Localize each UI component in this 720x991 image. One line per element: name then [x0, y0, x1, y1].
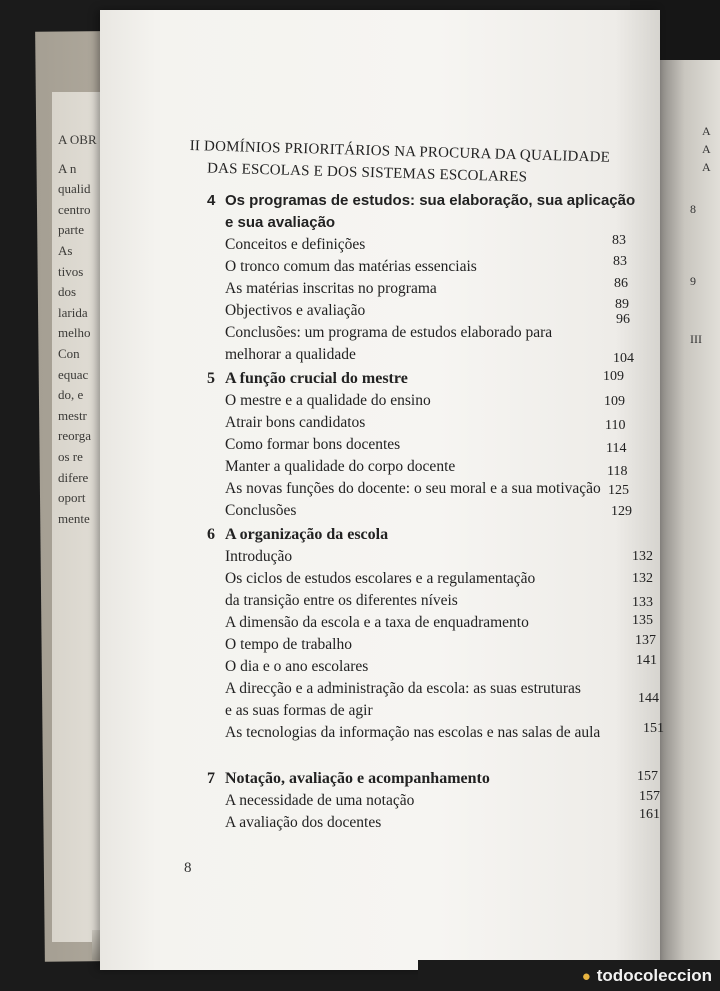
section-heading-cont: e sua avaliação [225, 214, 336, 231]
section-6 [207, 524, 664, 744]
section-heading: 4 Os programas de estudos: sua elaboração, sua aplicação [207, 192, 636, 209]
section-5 [207, 368, 632, 522]
right-text-line: A [702, 142, 711, 156]
right-text-line: III [690, 332, 702, 346]
toc-entry: O tronco comum das matérias essenciais 83 [225, 254, 627, 275]
background-text-line: mestr [58, 407, 87, 423]
background-text-line: equac [58, 366, 89, 382]
toc-entry: A avaliação dos docentes 161 [225, 807, 660, 831]
background-text-line: mente [58, 510, 90, 526]
background-text-line: parte [58, 222, 84, 238]
watermark-badge [418, 960, 720, 991]
background-text-line: Con [58, 345, 80, 361]
section-heading: 6 A organização da escola [207, 526, 389, 543]
background-text-line: A OBR [58, 132, 97, 147]
toc-entry: Manter a qualidade do corpo docente 118 [225, 458, 628, 479]
background-text-line: do, e [58, 387, 84, 403]
background-text-line: centro [58, 201, 91, 217]
toc-entry: A dimensão da escola e a taxa de enquadramento 135 [225, 613, 653, 631]
right-text-line: 8 [690, 202, 696, 216]
right-text-line: A [702, 124, 711, 138]
toc-entry: A necessidade de uma notação 157 [225, 789, 660, 809]
background-text-line: os re [58, 448, 83, 464]
toc-entry: Atrair bons candidatos 110 [225, 414, 626, 433]
background-text-line: As [58, 242, 73, 258]
toc-entry: Os ciclos de estudos escolares e a regulamentação 132 [225, 570, 653, 587]
toc-entry: Introdução 132 [225, 548, 653, 565]
background-text-line: difere [58, 469, 89, 485]
toc-entry: melhorar a qualidade 104 [225, 346, 634, 366]
background-text-line: oport [58, 490, 86, 506]
section-heading: 7 Notação, avaliação e acompanhamento 157 [207, 769, 658, 787]
section-7 [207, 768, 660, 834]
toc-entry: As matérias inscritas no programa 86 [225, 276, 628, 297]
background-text-line: dos [58, 284, 77, 300]
background-text-line: melho [58, 325, 91, 341]
section-heading: 5 A função crucial do mestre 109 [207, 369, 624, 387]
part-heading-line2: DAS ESCOLAS E DOS SISTEMAS ESCOLARES [206, 160, 528, 186]
toc-entry: da transição entre os diferentes níveis 133 [225, 592, 653, 610]
background-text-line: larida [58, 304, 88, 320]
toc-entry: A direcção e a administração da escola: as suas estruturas [225, 680, 581, 697]
toc-entry: e as suas formas de agir 144 [225, 691, 659, 719]
right-text-line: A [702, 160, 711, 174]
toc-entry: Conclusões 129 [225, 502, 632, 519]
section-4 [207, 190, 636, 366]
toc-entry: Objectivos e avaliação 89 [225, 297, 629, 319]
toc-entry: O mestre e a qualidade do ensino 109 [225, 392, 625, 409]
part-heading [189, 135, 611, 191]
toc-entry: O tempo de trabalho 137 [225, 633, 656, 653]
toc-entry: As novas funções do docente: o seu moral e a sua motivação 125 [225, 480, 629, 498]
watermark-text: todocoleccion [596, 966, 712, 985]
toc-entry: Como formar bons docentes 114 [225, 436, 627, 456]
toc-entry: As tecnologias da informação nas escolas e nas salas de aula 151 [225, 721, 664, 741]
part-heading-line1: II DOMÍNIOS PRIORITÁRIOS NA PROCURA DA QUALIDADE [189, 137, 611, 166]
toc-entry: Conceitos e definições 83 [225, 233, 626, 253]
background-text-line: qualid [58, 181, 91, 197]
background-text-line: tivos [58, 263, 84, 279]
page-number: 8 [184, 860, 192, 876]
background-text-line: A n [58, 160, 77, 176]
lamp-icon: ● [581, 968, 591, 985]
background-text-line: reorga [58, 428, 91, 444]
toc-entry: Conclusões: um programa de estudos elaborado para 96 [225, 312, 630, 341]
right-text-line: 9 [690, 274, 696, 288]
toc-entry: O dia e o ano escolares 141 [225, 653, 657, 675]
